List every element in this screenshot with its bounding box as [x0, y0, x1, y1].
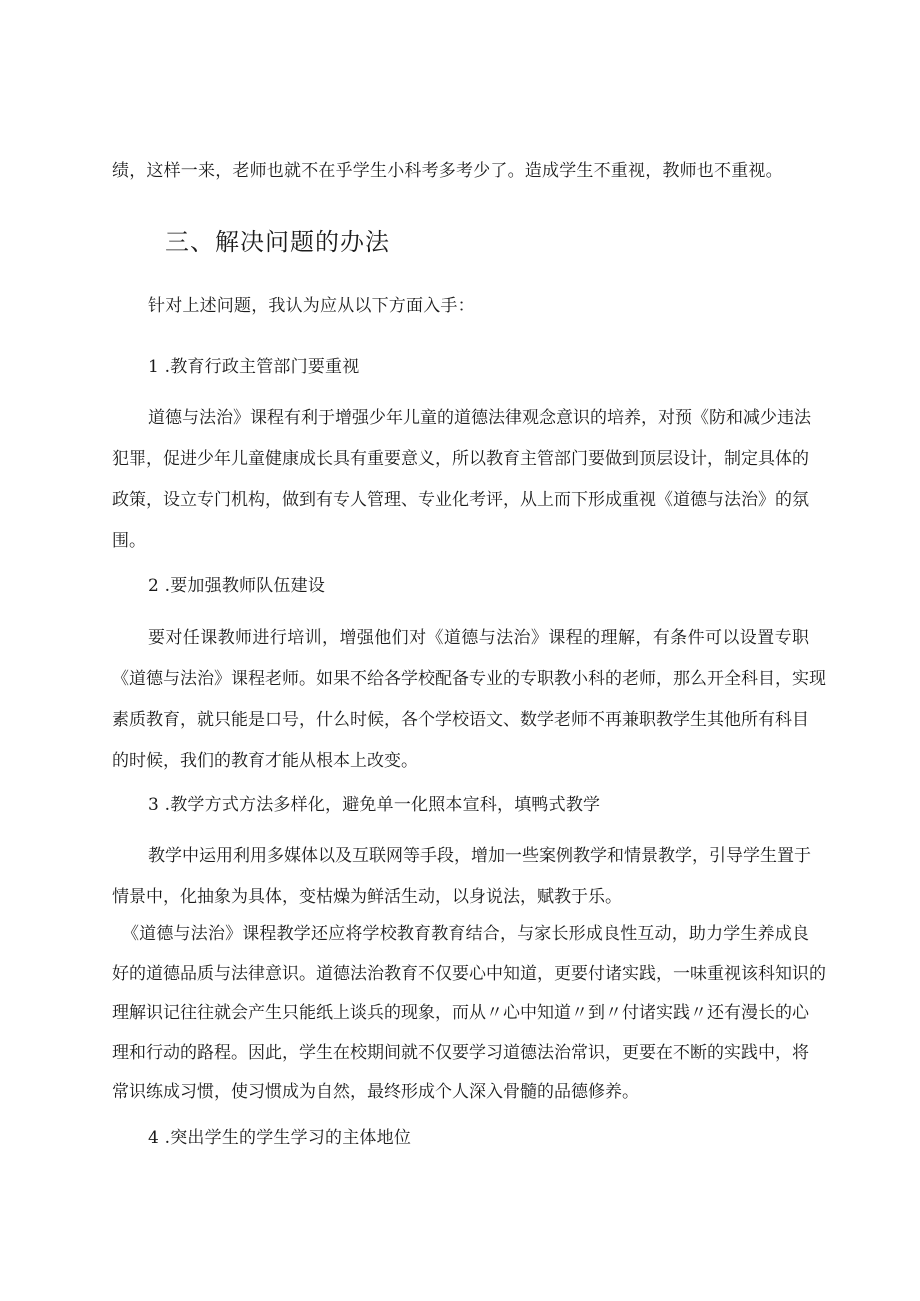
item-3-paragraph — [148, 836, 809, 877]
item-2-line-1: 要对任课教师进行培训，增强他们对《道德与法治》课程的理解，有条件可以设置专职 — [148, 628, 809, 648]
item-3-p2-line-5: 常识练成习惯，使习惯成为自然，最终形成个人深入骨髓的品德修养。 — [112, 1082, 639, 1102]
item-2-heading: 2 .要加强教师队伍建设 — [148, 576, 326, 596]
item-3-p2-line-3: 理解识记往往就会产生只能纸上谈兵的现象，而从〃心中知道〃到〃付诸实践〃还有漫长的心 — [112, 1003, 809, 1023]
item-3-paragraph-continued — [112, 877, 809, 918]
item-3-heading: 3 .教学方式方法多样化，避免单一化照本宣科，填鸭式教学 — [148, 795, 601, 815]
item-1-heading: 1 .教育行政主管部门要重视 — [148, 357, 360, 377]
item-1-line-4: 围。 — [112, 531, 146, 551]
item-1-paragraph-continued — [112, 439, 809, 562]
item-4-heading: 4 .突出学生的学生学习的主体地位 — [148, 1128, 412, 1148]
item-3-p2-line-2: 好的道德品质与法律意识。道德法治教育不仅要心中知道，更要付诸实践，一味重视该科知识的 — [112, 963, 826, 984]
item-1-line-1: 道德与法治》课程有利于增强少年儿童的道德法律观念意识的培养，对预《防和减少违法 — [148, 408, 811, 428]
intro-paragraph: 针对上述问题，我认为应从以下方面入手： — [148, 296, 475, 316]
item-2-paragraph-continued — [112, 659, 826, 782]
item-1-line-2: 犯罪，促进少年儿童健康成长具有重要意义，所以教育主管部门要做到顶层设计，制定具体的 — [112, 449, 809, 469]
item-3-p2-line-1: 《道德与法治》课程教学还应将学校教育教育结合，与家长形成良性互动，助力学生养成良 — [122, 924, 809, 944]
item-1-line-3: 政策，设立专门机构，做到有专人管理、专业化考评，从上而下形成重视《道德与法治》的氛 — [112, 490, 809, 510]
continued-paragraph-line: 绩，这样一来，老师也就不在乎学生小科考多考少了。造成学生不重视，教师也不重视。 — [112, 161, 783, 181]
item-3-line-2: 情景中，化抽象为具体，变枯燥为鲜活生动，以身说法，赋教于乐。 — [112, 887, 622, 907]
item-2-line-2: 《道德与法治》课程老师。如果不给各学校配备专业的专职教小科的老师，那么开全科目，实现 — [112, 669, 826, 689]
item-2-paragraph — [148, 618, 809, 659]
item-1-paragraph — [148, 398, 809, 439]
item-3-p2-line-4: 理和行动的路程。因此，学生在校期间就不仅要学习道德法治常识，更要在不断的实践中，将 — [112, 1042, 809, 1063]
item-2-line-3: 素质教育，就只能是口号，什么时候，各个学校语文、数学老师不再兼职教学生其他所有科目 — [112, 710, 809, 730]
section-heading: 三、解决问题的办法 — [165, 228, 390, 256]
item-2-line-4: 的时候，我们的教育才能从根本上改变。 — [112, 751, 418, 771]
item-3-line-1: 教学中运用利用多媒体以及互联网等手段，增加一些案例教学和情景教学，引导学生置于 — [148, 846, 811, 866]
item-3-paragraph-2 — [112, 915, 826, 1113]
